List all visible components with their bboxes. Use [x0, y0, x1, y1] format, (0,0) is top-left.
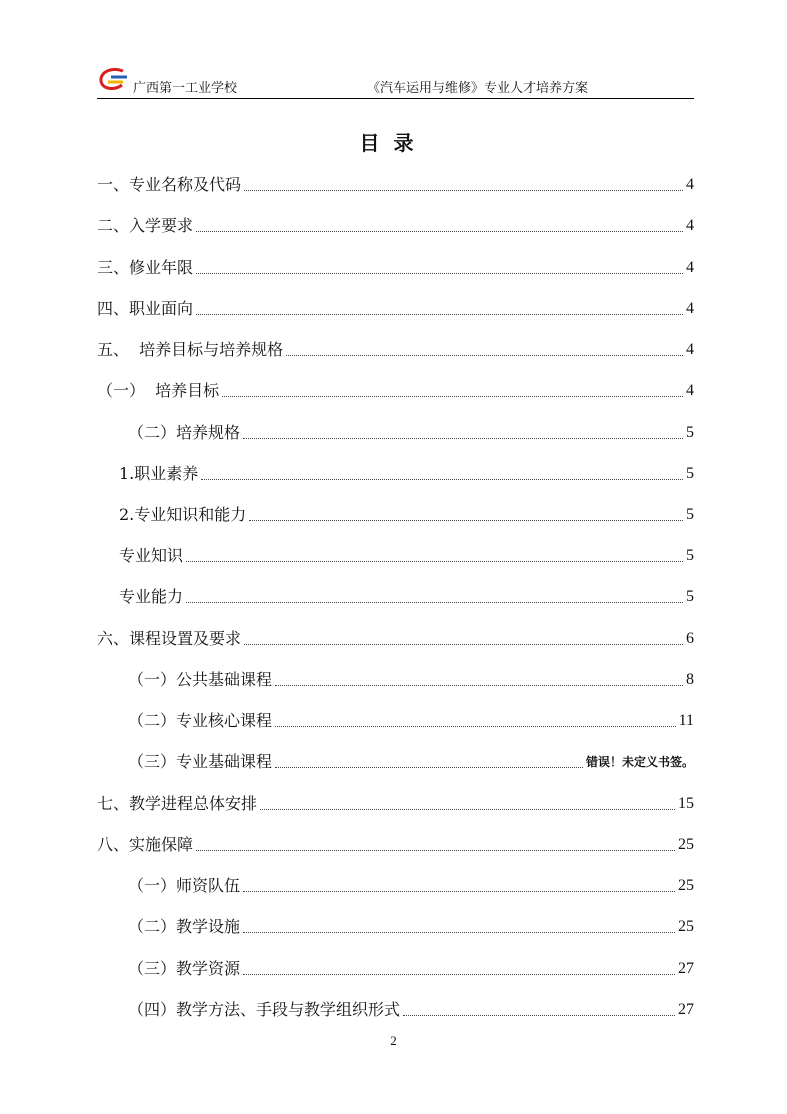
toc-label: 2.专业知识和能力 — [119, 505, 247, 524]
dot-leader — [186, 560, 683, 562]
toc-entry[interactable] — [97, 171, 694, 195]
toc-label: 六、课程设置及要求 — [97, 629, 242, 648]
toc-label: （三）专业基础课程 — [128, 752, 273, 771]
dot-leader — [260, 808, 675, 810]
toc-entry[interactable] — [119, 542, 694, 566]
dot-leader — [196, 313, 683, 315]
toc-label: （一）师资队伍 — [128, 876, 241, 895]
toc-page: 25 — [678, 877, 694, 894]
dot-leader — [244, 189, 683, 191]
toc-entry[interactable] — [97, 625, 694, 649]
toc-page: 5 — [686, 465, 694, 482]
toc-label: 四、职业面向 — [97, 299, 194, 318]
page-header — [97, 66, 694, 99]
toc-page: 4 — [686, 259, 694, 276]
toc-entry[interactable] — [128, 996, 694, 1020]
dot-leader — [201, 478, 683, 480]
toc-label: 二、入学要求 — [97, 216, 194, 235]
toc-entry[interactable] — [119, 501, 694, 525]
toc-entry[interactable] — [97, 295, 694, 319]
toc-label: 专业能力 — [119, 587, 184, 606]
dot-leader — [286, 354, 683, 356]
toc-entry[interactable] — [97, 831, 694, 855]
dot-leader — [196, 230, 683, 232]
dot-leader — [186, 601, 683, 603]
toc-entry[interactable] — [119, 583, 694, 607]
toc-entry[interactable] — [128, 707, 694, 731]
dot-leader — [403, 1014, 675, 1016]
toc-label: （二）培养规格 — [128, 423, 241, 442]
toc-page: 4 — [686, 341, 694, 358]
toc-entry[interactable] — [128, 955, 694, 979]
dot-leader — [249, 519, 683, 521]
toc-page: 11 — [678, 712, 694, 729]
toc-label: （一） 培养目标 — [97, 381, 220, 400]
toc-page: 4 — [686, 300, 694, 317]
toc-entry[interactable] — [128, 913, 694, 937]
dot-leader — [244, 643, 683, 645]
toc-page: 5 — [686, 588, 694, 605]
dot-leader — [243, 931, 675, 933]
toc-page: 4 — [686, 217, 694, 234]
school-logo-icon — [97, 67, 131, 93]
toc-page: 27 — [678, 960, 694, 977]
toc-entry[interactable] — [97, 254, 694, 278]
toc-label: 三、修业年限 — [97, 258, 194, 277]
toc-label: 八、实施保障 — [97, 835, 194, 854]
toc-page-error: 错误！未定义书签。 — [585, 755, 694, 769]
dot-leader — [275, 725, 676, 727]
toc-entry[interactable] — [119, 460, 694, 484]
page-number: 2 — [390, 1033, 397, 1048]
toc-entry[interactable] — [97, 336, 694, 360]
dot-leader — [275, 766, 583, 768]
toc-label: 五、 培养目标与培养规格 — [97, 340, 284, 359]
toc-label: 1.职业素养 — [119, 464, 199, 483]
toc-label: 专业知识 — [119, 546, 184, 565]
toc-entry[interactable] — [128, 872, 694, 896]
toc-page: 8 — [686, 671, 694, 688]
toc-page: 25 — [678, 918, 694, 935]
toc-label: （四）教学方法、手段与教学组织形式 — [128, 1000, 401, 1019]
toc-label: （二）专业核心课程 — [128, 711, 273, 730]
toc-label: 一、专业名称及代码 — [97, 175, 242, 194]
toc-page: 5 — [686, 506, 694, 523]
toc-page: 5 — [686, 547, 694, 564]
dot-leader — [243, 437, 683, 439]
toc-page: 6 — [686, 630, 694, 647]
toc-page: 4 — [686, 176, 694, 193]
toc-entry[interactable] — [97, 790, 694, 814]
toc-entry[interactable] — [97, 377, 694, 401]
dot-leader — [243, 973, 675, 975]
toc-entry[interactable] — [97, 212, 694, 236]
toc-label: 七、教学进程总体安排 — [97, 794, 258, 813]
dot-leader — [196, 849, 675, 851]
document-title: 《汽车运用与维修》专业人才培养方案 — [367, 81, 589, 96]
dot-leader — [222, 395, 683, 397]
toc-label: （二）教学设施 — [128, 917, 241, 936]
toc-entry[interactable] — [128, 666, 694, 690]
toc-entry[interactable] — [128, 419, 694, 443]
toc-page: 4 — [686, 382, 694, 399]
school-name: 广西第一工业学校 — [133, 81, 238, 96]
toc-label: （三）教学资源 — [128, 959, 241, 978]
page-title: 目录 — [359, 131, 428, 155]
dot-leader — [196, 272, 683, 274]
toc-page: 15 — [678, 795, 694, 812]
toc-page: 5 — [686, 424, 694, 441]
toc-page: 25 — [678, 836, 694, 853]
toc-entry[interactable] — [128, 748, 694, 772]
toc-label: （一）公共基础课程 — [128, 670, 273, 689]
dot-leader — [243, 890, 675, 892]
toc-page: 27 — [678, 1001, 694, 1018]
dot-leader — [275, 684, 683, 686]
